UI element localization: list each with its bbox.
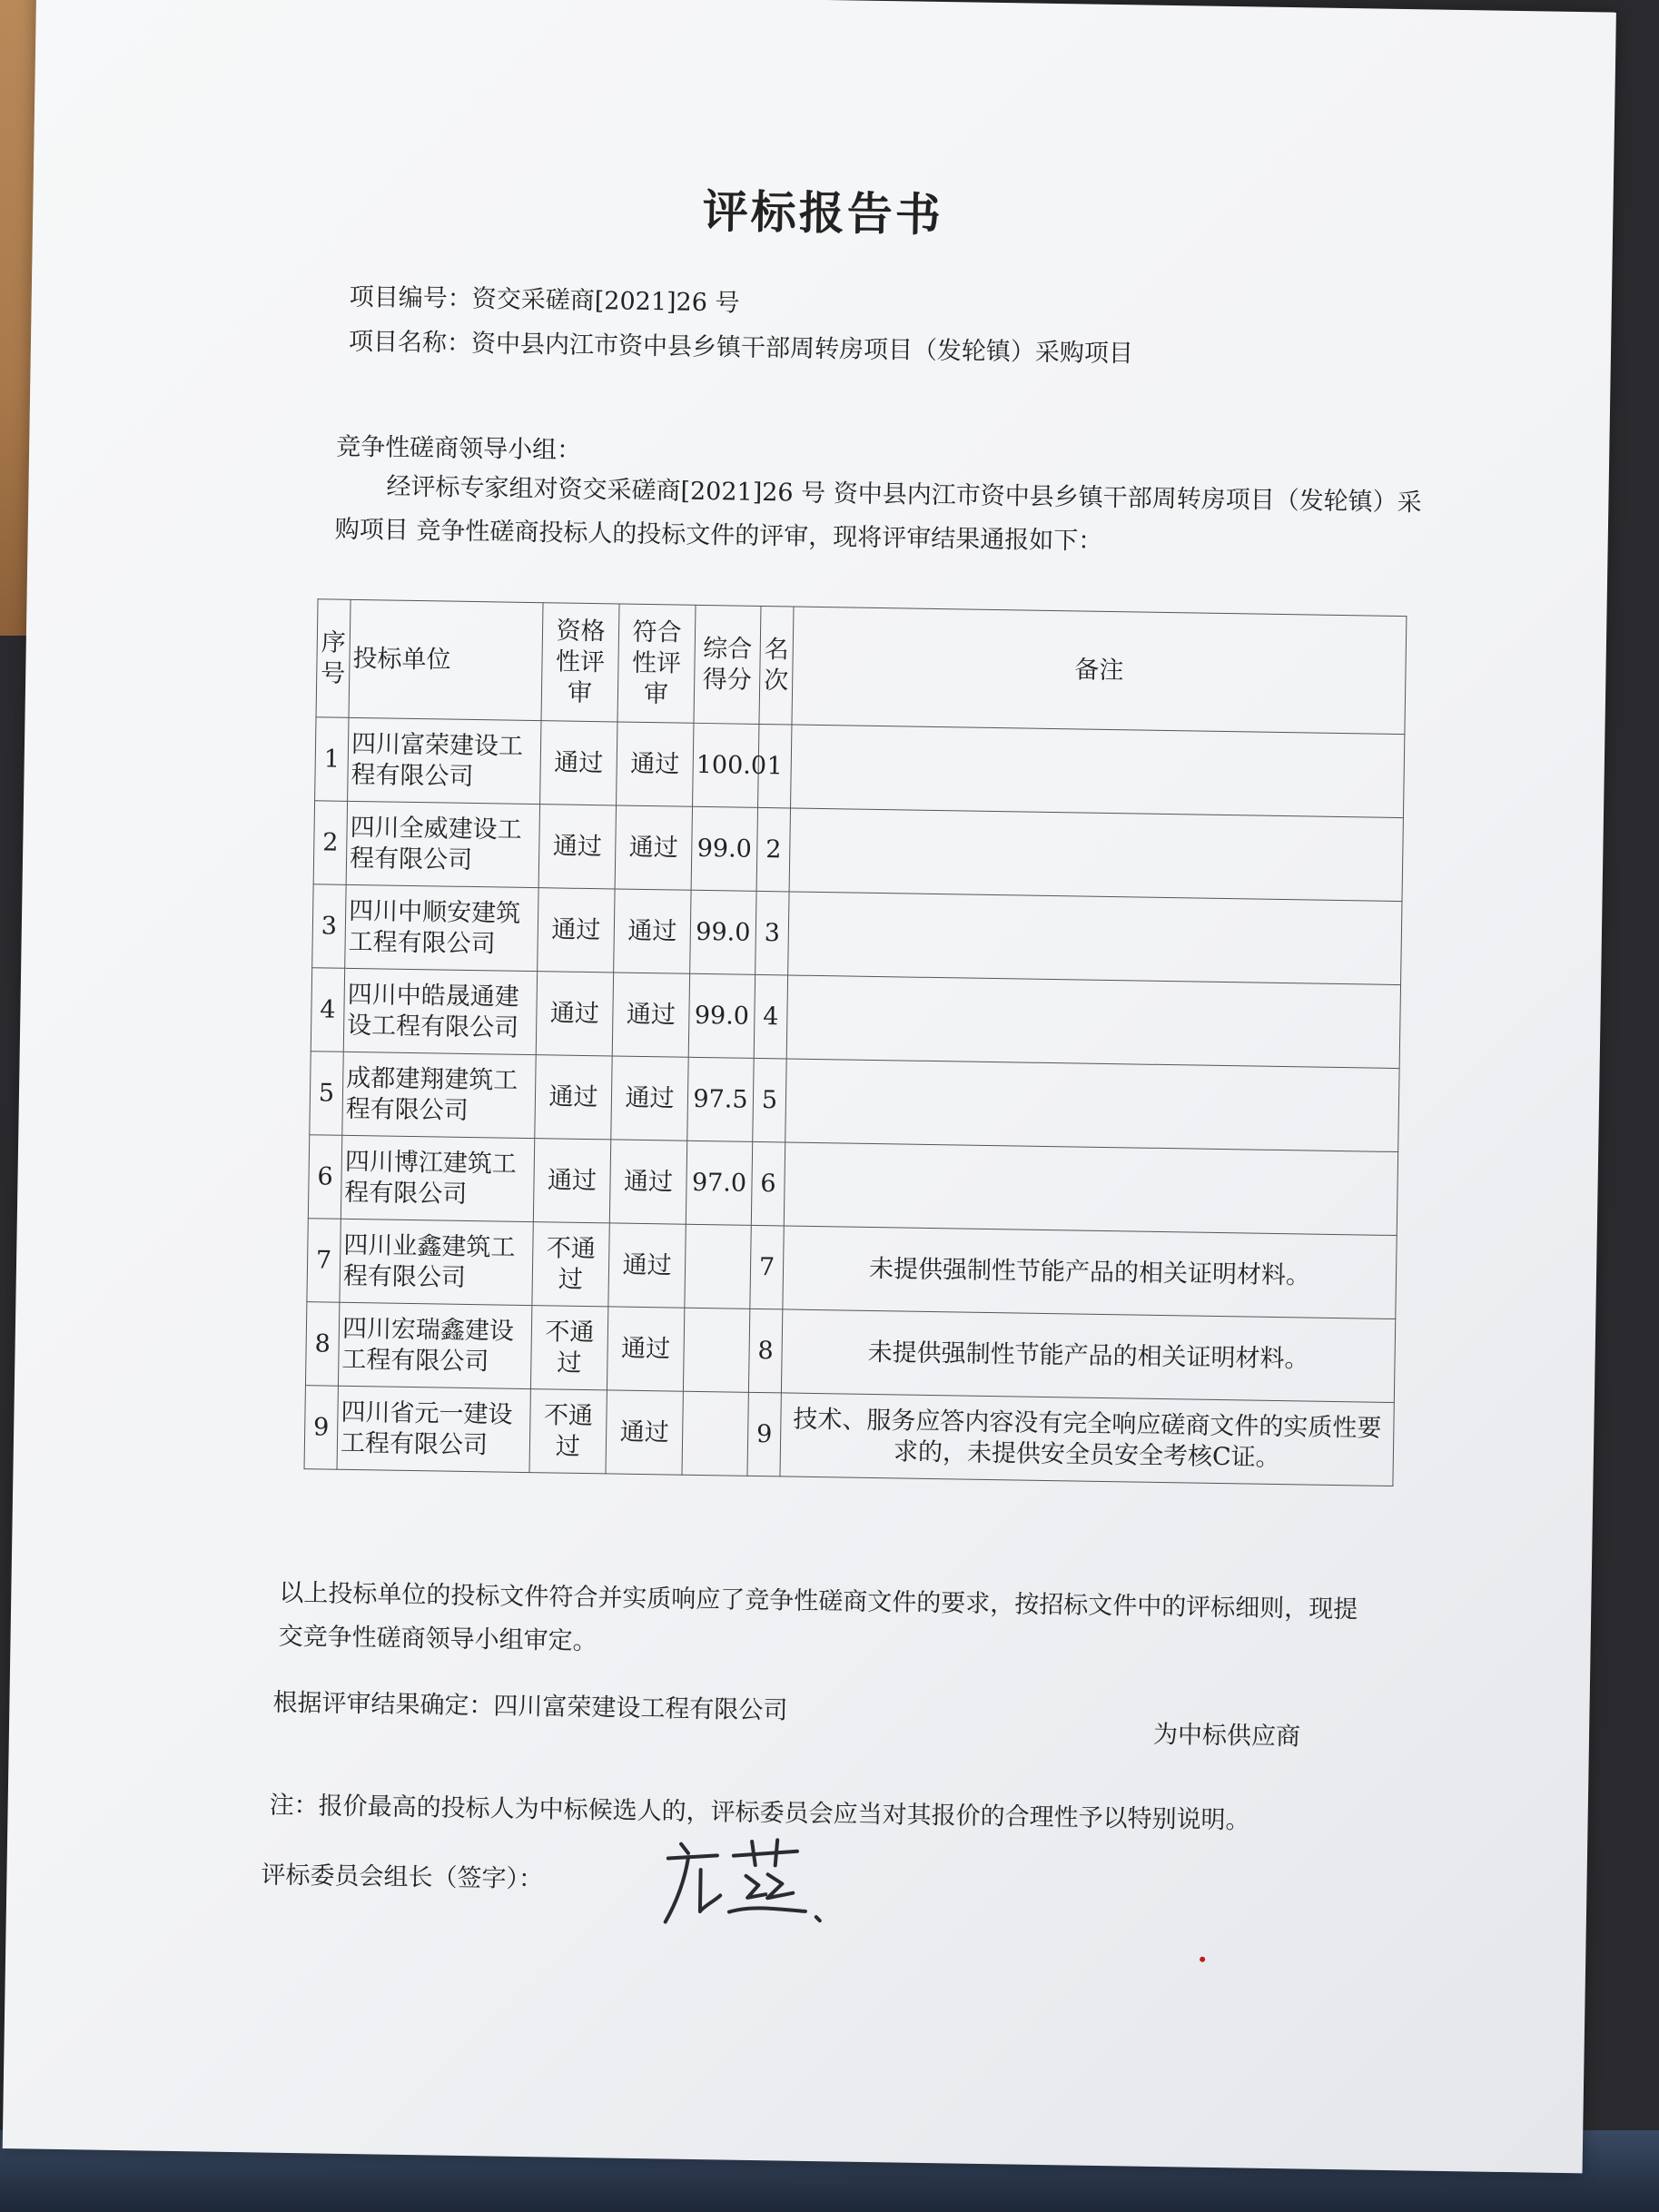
cell-no: 2 <box>313 801 347 885</box>
cell-remarks: 未提供强制性节能产品的相关证明材料。 <box>783 1226 1397 1319</box>
cell-compliance: 通过 <box>612 973 689 1057</box>
cell-score <box>685 1224 751 1308</box>
cell-compliance: 通过 <box>614 889 691 973</box>
cell-rank: 2 <box>756 807 790 892</box>
document-page <box>3 0 1616 2173</box>
cell-score: 99.0 <box>688 973 755 1058</box>
cell-rank: 7 <box>750 1225 784 1309</box>
cell-remarks: 技术、服务应答内容没有完全响应磋商文件的实质性要求的，未提供安全员安全考核C证。 <box>780 1393 1394 1486</box>
cell-remarks <box>791 725 1405 818</box>
cell-unit: 四川富荣建设工程有限公司 <box>348 717 541 804</box>
cell-score: 97.0 <box>686 1141 752 1225</box>
cell-unit: 四川省元一建设工程有限公司 <box>337 1386 530 1472</box>
determination-line: 根据评审结果确定：四川富荣建设工程有限公司 <box>272 1688 788 1725</box>
cell-no: 4 <box>311 968 344 1052</box>
cell-rank: 3 <box>755 891 789 975</box>
cell-unit: 四川业鑫建筑工程有限公司 <box>340 1219 533 1305</box>
cell-compliance: 通过 <box>609 1140 686 1224</box>
project-number: 项目编号：资交采磋商[2021]26 号 <box>349 282 740 318</box>
cell-qualification: 通过 <box>535 1055 612 1140</box>
cell-rank: 5 <box>753 1058 786 1142</box>
cell-qualification: 通过 <box>538 805 616 889</box>
cell-score <box>683 1308 749 1392</box>
cell-unit: 四川中顺安建筑工程有限公司 <box>345 884 538 971</box>
intro-paragraph: 经评标专家组对资交采磋商[2021]26 号 资中县内江市资中县乡镇干部周转房项目（发轮镇）采购项目 竞争性磋商投标人的投标文件的评审，现将评审结果通报如下： <box>334 472 1422 556</box>
cell-qualification: 通过 <box>536 972 613 1056</box>
cell-score <box>682 1391 748 1476</box>
cell-rank: 6 <box>751 1141 785 1226</box>
cell-rank: 4 <box>754 974 787 1059</box>
conclusion-paragraph: 以上投标单位的投标文件符合并实质响应了竞争性磋商文件的要求，按招标文件中的评标细则，现提交竞争性磋商领导小组审定。 <box>278 1578 1358 1656</box>
header-qualification: 资格性评审 <box>541 603 619 722</box>
cell-no: 6 <box>308 1135 341 1220</box>
cell-score: 97.5 <box>687 1057 754 1141</box>
cell-no: 7 <box>307 1219 341 1303</box>
cell-rank: 9 <box>747 1392 781 1476</box>
header-remarks: 备注 <box>792 607 1407 735</box>
header-score: 综合得分 <box>694 605 761 724</box>
cell-qualification: 不通过 <box>530 1306 607 1390</box>
red-ink-dot <box>1200 1957 1205 1962</box>
cell-compliance: 通过 <box>607 1307 684 1391</box>
winner-suffix: 为中标供应商 <box>1152 1720 1301 1752</box>
table-row <box>304 1386 1394 1486</box>
project-name: 项目名称：资中县内江市资中县乡镇干部周转房项目（发轮镇）采购项目 <box>348 327 1134 369</box>
document-title: 评标报告书 <box>702 183 944 242</box>
cell-qualification: 通过 <box>533 1139 610 1223</box>
table-header-row <box>316 599 1407 735</box>
cell-compliance: 通过 <box>608 1223 686 1308</box>
cell-no: 1 <box>315 717 349 802</box>
evaluation-table <box>304 598 1407 1486</box>
header-rank: 名次 <box>759 606 794 725</box>
cell-remarks <box>785 1059 1399 1152</box>
addressee: 竞争性磋商领导小组： <box>335 432 582 465</box>
cell-compliance: 通过 <box>617 722 694 806</box>
cell-compliance: 通过 <box>606 1390 683 1475</box>
cell-rank: 1 <box>758 724 792 808</box>
cell-remarks <box>786 975 1400 1069</box>
signature-mark <box>660 1827 844 1930</box>
cell-unit: 四川宏瑞鑫建设工程有限公司 <box>338 1302 531 1388</box>
cell-compliance: 通过 <box>615 805 692 890</box>
note-line: 注：报价最高的投标人为中标候选人的，评标委员会应当对其报价的合理性予以特别说明。 <box>269 1791 1250 1835</box>
header-compliance: 符合性评审 <box>617 604 696 723</box>
cell-no: 8 <box>305 1302 339 1387</box>
cell-rank: 8 <box>748 1308 782 1393</box>
cell-no: 5 <box>310 1052 343 1136</box>
cell-score: 99.0 <box>690 890 756 974</box>
cell-score: 100.0 <box>693 723 759 807</box>
cell-qualification: 不通过 <box>532 1222 609 1307</box>
cell-score: 99.0 <box>691 806 757 891</box>
cell-unit: 四川中皓晟通建设工程有限公司 <box>343 968 537 1054</box>
cell-no: 3 <box>312 884 346 969</box>
cell-remarks <box>788 892 1402 985</box>
cell-remarks <box>789 808 1403 902</box>
cell-unit: 四川全威建设工程有限公司 <box>346 801 539 887</box>
header-unit: 投标单位 <box>349 599 543 720</box>
cell-compliance: 通过 <box>611 1056 688 1141</box>
cell-unit: 成都建翔建筑工程有限公司 <box>342 1052 536 1138</box>
header-no: 序号 <box>316 599 351 718</box>
cell-remarks <box>784 1142 1397 1236</box>
cell-qualification: 不通过 <box>529 1389 607 1474</box>
cell-remarks: 未提供强制性节能产品的相关证明材料。 <box>781 1309 1395 1403</box>
cell-unit: 四川博江建筑工程有限公司 <box>341 1135 534 1221</box>
cell-qualification: 通过 <box>538 888 615 973</box>
signature-label: 评标委员会组长（签字）： <box>261 1861 544 1894</box>
cell-qualification: 通过 <box>540 721 617 805</box>
cell-no: 9 <box>304 1386 338 1470</box>
